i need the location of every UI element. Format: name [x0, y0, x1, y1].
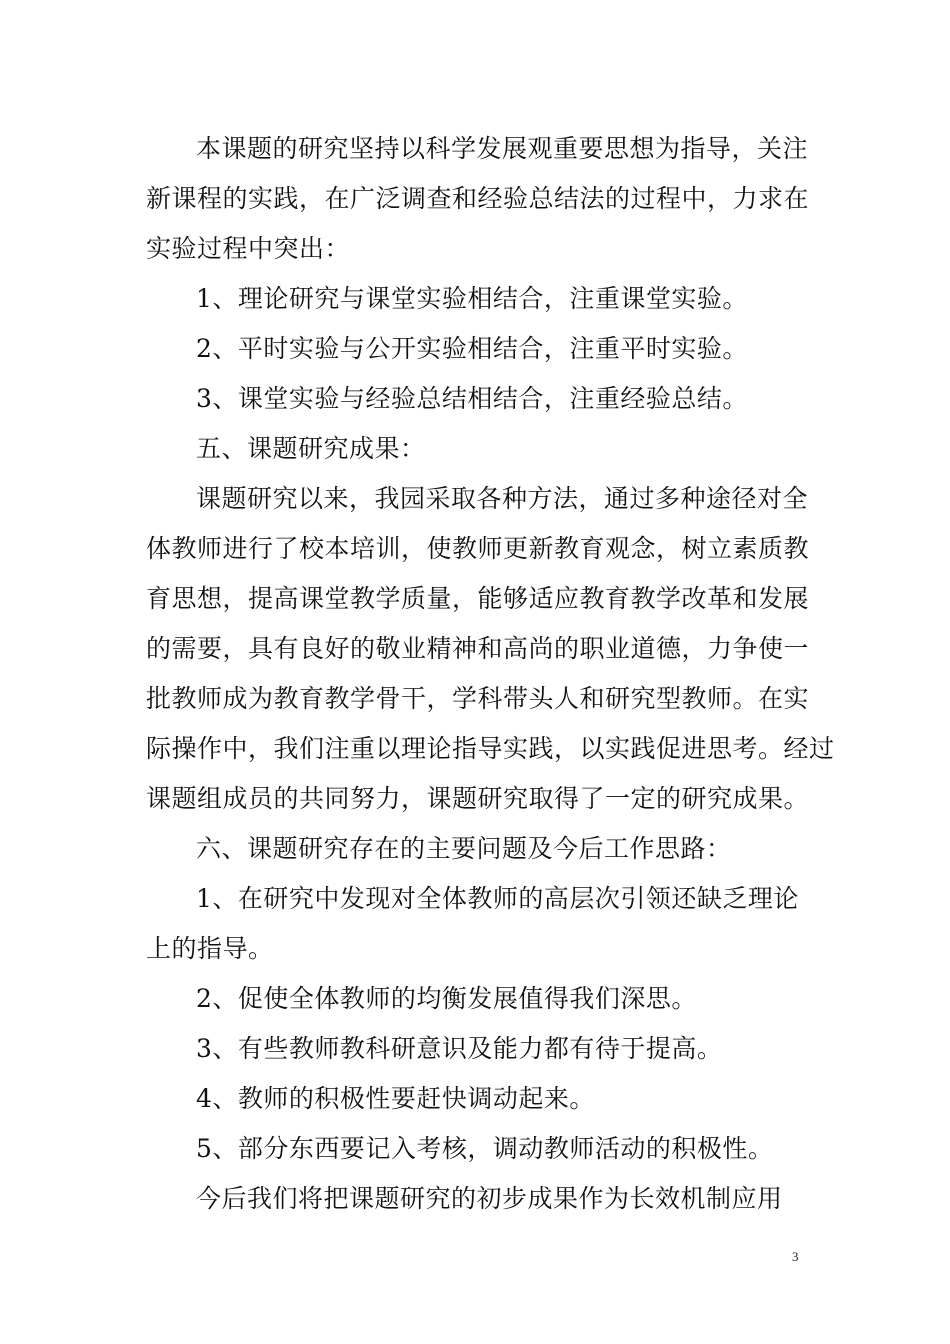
paragraph-line: 新课程的实践，在广泛调查和经验总结法的过程中，力求在 [146, 184, 810, 213]
list-item: 1、在研究中发现对全体教师的高层次引领还缺乏理论 [196, 884, 799, 913]
paragraph-line: 今后我们将把课题研究的初步成果作为长效机制应用 [196, 1184, 783, 1213]
paragraph-line: 课题研究以来，我园采取各种方法，通过多种途径对全 [196, 484, 809, 513]
paragraph-line: 际操作中，我们注重以理论指导实践，以实践促进思考。经过 [146, 734, 835, 763]
section-heading: 六、课题研究存在的主要问题及今后工作思路： [196, 834, 732, 863]
list-item: 1、理论研究与课堂实验相结合，注重课堂实验。 [196, 284, 748, 313]
paragraph-line: 课题组成员的共同努力，课题研究取得了一定的研究成果。 [146, 784, 810, 813]
paragraph-line: 批教师成为教育教学骨干，学科带头人和研究型教师。在实 [146, 684, 810, 713]
paragraph-line: 育思想，提高课堂教学质量，能够适应教育教学改革和发展 [146, 584, 810, 613]
list-item: 2、促使全体教师的均衡发展值得我们深思。 [196, 984, 697, 1013]
paragraph-line: 的需要，具有良好的敬业精神和高尚的职业道德，力争使一 [146, 634, 810, 663]
list-item: 4、教师的积极性要赶快调动起来。 [196, 1084, 595, 1113]
paragraph-line: 本课题的研究坚持以科学发展观重要思想为指导，关注 [196, 134, 809, 163]
list-item: 2、平时实验与公开实验相结合，注重平时实验。 [196, 334, 748, 363]
page-number: 3 [792, 1249, 799, 1264]
list-item: 3、课堂实验与经验总结相结合，注重经验总结。 [196, 384, 748, 413]
list-item-continuation: 上的指导。 [146, 934, 274, 963]
paragraph-line: 体教师进行了校本培训，使教师更新教育观念，树立素质教 [146, 534, 810, 563]
list-item: 5、部分东西要记入考核，调动教师活动的积极性。 [196, 1134, 774, 1163]
list-item: 3、有些教师教科研意识及能力都有待于提高。 [196, 1034, 723, 1063]
section-heading: 五、课题研究成果： [196, 434, 426, 463]
paragraph-line: 实验过程中突出： [146, 234, 351, 263]
